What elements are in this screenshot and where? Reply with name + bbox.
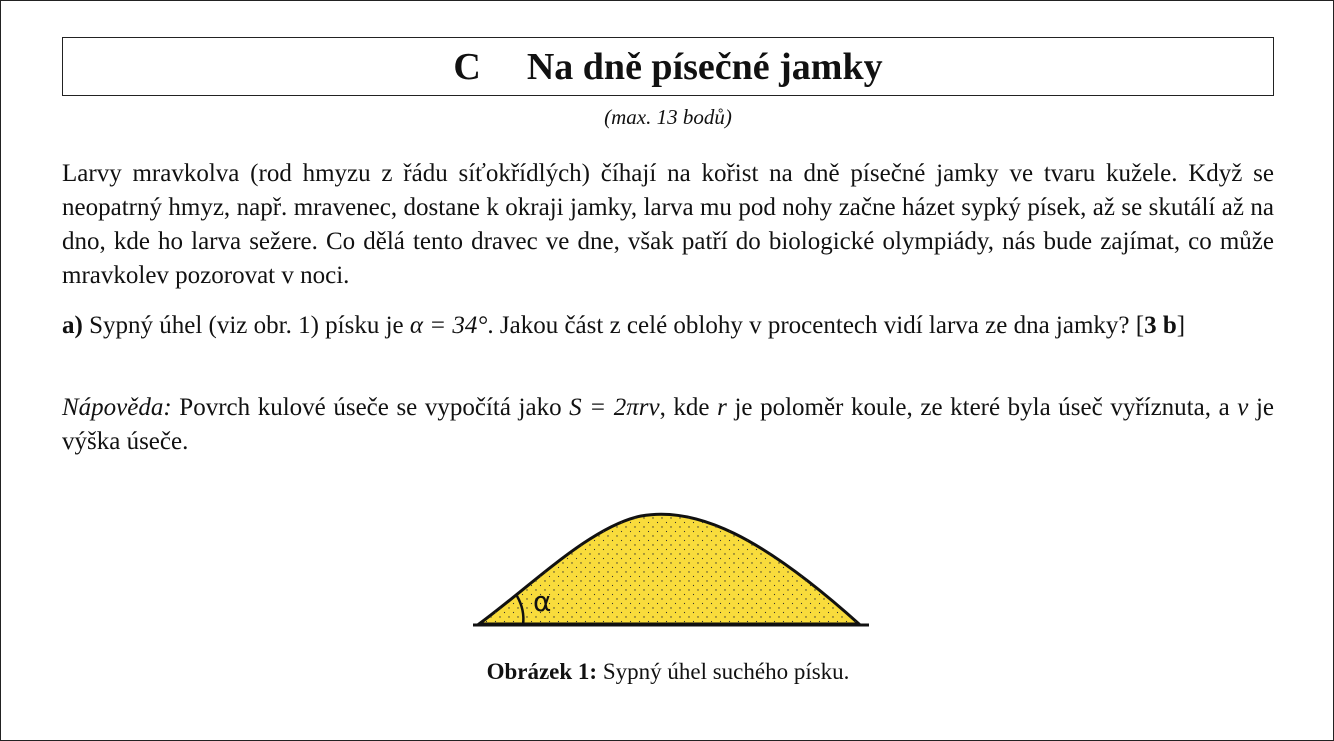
task-a-points-close: ] (1176, 312, 1186, 339)
hint-label: Nápověda: (62, 394, 172, 421)
hint-text-3: je poloměr koule, ze které byla úseč vyříznuta, a (734, 394, 1230, 421)
hint-formula: S = 2πrv (569, 394, 660, 421)
sand-pile-figure (471, 506, 871, 631)
section-letter: C (453, 45, 481, 88)
intro-paragraph: Larvy mravkolva (rod hmyzu z řádu síťokřídlých) číhají na kořist na dně písečné jamky ve tvaru kužele. Když se neopatrný hmyz, např. mravenec, dostane k okraji jamky, larva mu pod nohy začne házet sypký písek, až se skutálí až na dno, kde ho larva sežere. Co dělá tento dravec ve dne, však patří do biologické olympiády, nás bude zajímat, co může mravkolev pozorovat v noci. (62, 160, 1274, 289)
caption-label: Obrázek 1: (486, 659, 598, 684)
hint-text-1: Povrch kulové úseče se vypočítá jako (179, 394, 562, 421)
hint-text-2: , kde (659, 394, 710, 421)
max-points: (max. 13 bodů) (604, 105, 732, 129)
hint-var-r: r (717, 394, 727, 421)
hint-text-4: je výška úseče. (62, 394, 1275, 455)
caption-text: Sypný úhel suchého písku. (602, 659, 850, 684)
section-title: Na dně písečné jamky (526, 45, 883, 88)
task-a-points-open: [ (1135, 312, 1145, 339)
hint-paragraph (62, 391, 1274, 459)
figure-caption (1, 659, 1334, 685)
task-a-paragraph (62, 309, 1274, 343)
task-a-text-after: . Jakou část z celé oblohy v procentech vidí larva ze dna jamky? (487, 312, 1130, 339)
angle-label: α (533, 585, 552, 618)
task-a-label: a) (62, 312, 83, 339)
task-a-math: α = 34° (409, 312, 488, 339)
hint-var-v: v (1237, 394, 1249, 421)
section-title-box (62, 37, 1274, 96)
task-a-points: 3 b (1144, 312, 1177, 339)
task-a-text-before: Sypný úhel (viz obr. 1) písku je (89, 312, 404, 339)
